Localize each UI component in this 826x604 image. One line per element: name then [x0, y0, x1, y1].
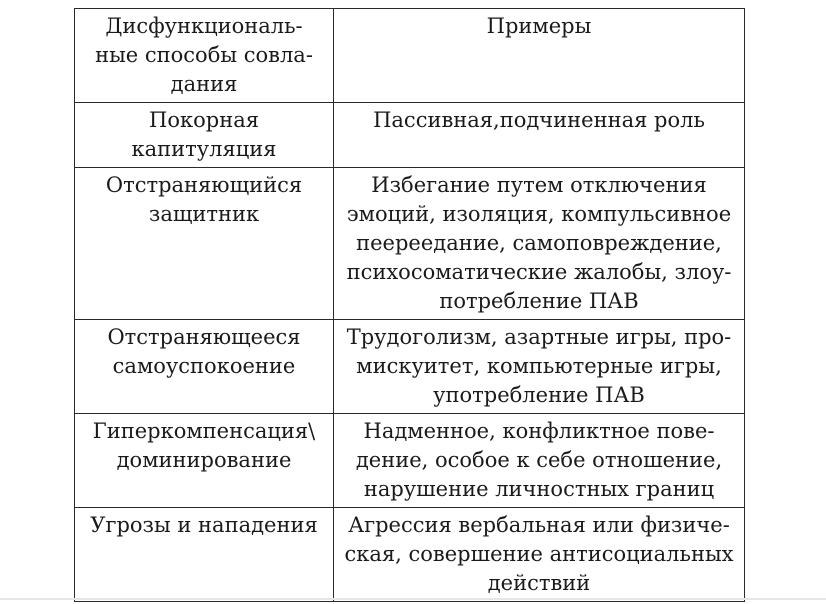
cell-line: капитуляция [131, 137, 277, 161]
header-line: дания [170, 72, 238, 96]
cell-line: защитник [148, 202, 260, 226]
table-header-row [75, 9, 745, 103]
examples-cell [334, 103, 745, 168]
cell-line: Агрессия вербальная или физиче- [348, 513, 730, 537]
header-line: Дисфункциональ- [105, 14, 303, 38]
cell-line: Отстраняющийся [105, 173, 303, 197]
cell-line: психосоматические жалобы, злоу- [346, 260, 732, 284]
cell-line: потребление ПАВ [439, 289, 639, 313]
header-line: Примеры [486, 14, 592, 38]
cell-line: Избегание путем отключения [371, 173, 707, 197]
coping-style-cell [75, 414, 334, 508]
table-row [75, 320, 745, 414]
cell-line: Отстраняющееся [107, 325, 301, 349]
coping-style-cell [75, 320, 334, 414]
coping-table [74, 8, 745, 602]
header-cell-coping-styles [75, 9, 334, 103]
cell-line: употребление ПАВ [433, 383, 645, 407]
cell-line: Угрозы и нападения [90, 513, 318, 537]
cell-line: доминирование [116, 448, 292, 472]
table-row [75, 168, 745, 320]
header-line: ные способы совла- [95, 43, 313, 67]
coping-style-cell [75, 103, 334, 168]
coping-style-cell [75, 168, 334, 320]
table-row [75, 414, 745, 508]
cell-line: действий [487, 571, 591, 595]
cell-line: Пассивная,подчиненная роль [373, 108, 705, 132]
cell-line: ская, совершение антисоциальных [344, 542, 734, 566]
examples-cell [334, 508, 745, 602]
cell-line: Покорная [149, 108, 259, 132]
coping-style-cell [75, 508, 334, 602]
examples-cell [334, 168, 745, 320]
cell-line: дение, особое к себе отношение, [355, 448, 723, 472]
cell-line: Гиперкомпенсация\ [92, 419, 316, 443]
page-edge-divider [0, 598, 826, 600]
cell-line: самоуспокоение [112, 354, 296, 378]
cell-line: мискуитет, компьютерные игры, [356, 354, 722, 378]
table-row [75, 103, 745, 168]
cell-line: Трудоголизм, азартные игры, про- [346, 325, 732, 349]
cell-line: пеереедание, самоповреждение, [356, 231, 722, 255]
coping-table-container [74, 8, 745, 602]
examples-cell [334, 414, 745, 508]
header-cell-examples [334, 9, 745, 103]
cell-line: эмоций, изоляция, компульсивное [346, 202, 732, 226]
cell-line: нарушение личностных границ [363, 477, 715, 501]
table-row [75, 508, 745, 602]
examples-cell [334, 320, 745, 414]
cell-line: Надменное, конфликтное пове- [363, 419, 715, 443]
